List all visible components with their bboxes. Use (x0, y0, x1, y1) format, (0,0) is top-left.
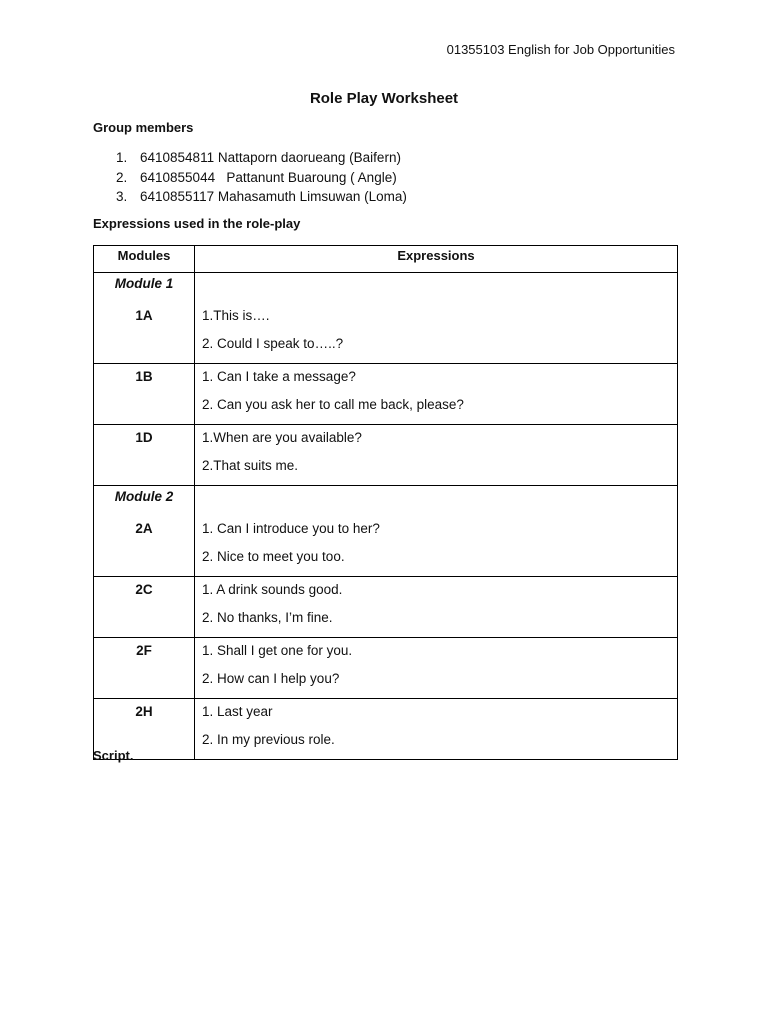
expressions-cell (195, 486, 678, 577)
expressions-cell (195, 273, 678, 364)
expression-item: 1. A drink sounds good. (202, 582, 343, 597)
table-row (94, 273, 678, 364)
member-text: 6410855117 Mahasamuth Limsuwan (Loma) (140, 189, 407, 204)
expression-item: 1.When are you available? (202, 430, 362, 445)
expression-item: 2. Can you ask her to call me back, please? (202, 397, 464, 412)
table-row (94, 364, 678, 425)
member-text: 6410855044 Pattanunt Buaroung ( Angle) (140, 169, 397, 185)
expression-item: 1. Can I introduce you to her? (202, 521, 380, 536)
table-row (94, 699, 678, 760)
module-cell (94, 577, 195, 638)
member-item (116, 168, 407, 188)
expression-item: 2. How can I help you? (202, 671, 340, 686)
table-row (94, 577, 678, 638)
module-code: 1B (135, 369, 153, 384)
table-row (94, 638, 678, 699)
group-members-list (116, 148, 407, 207)
expressions-column-header: Expressions (195, 246, 678, 273)
expressions-cell (195, 699, 678, 760)
expressions-cell (195, 425, 678, 486)
expression-item: 1.This is…. (202, 308, 270, 323)
module-cell (94, 486, 195, 577)
expression-item: 2. In my previous role. (202, 732, 335, 747)
member-item (116, 148, 407, 168)
module-code: 2C (135, 582, 153, 597)
expression-item: 2. No thanks, I’m fine. (202, 610, 333, 625)
expressions-cell (195, 364, 678, 425)
page-title: Role Play Worksheet (309, 90, 459, 107)
expressions-table (93, 245, 678, 760)
member-number: 3. (116, 189, 128, 204)
modules-column-header: Modules (94, 246, 195, 273)
module-code: 1A (135, 308, 153, 323)
expressions-cell (195, 638, 678, 699)
expression-item: 1. Shall I get one for you. (202, 643, 353, 658)
module-code: 1D (135, 430, 153, 445)
table-row (94, 425, 678, 486)
module-group-label: Module 2 (114, 489, 174, 504)
expression-item: 1. Last year (202, 704, 273, 719)
script-heading: Script. (93, 748, 134, 763)
table-header-row (94, 246, 678, 273)
module-group-label: Module 1 (114, 276, 174, 291)
module-code: 2A (135, 521, 153, 536)
module-code: 2F (136, 643, 152, 658)
member-number: 2. (116, 169, 128, 185)
module-cell (94, 273, 195, 364)
expression-item: 2.That suits me. (202, 458, 299, 473)
expression-item: 2. Nice to meet you too. (202, 549, 345, 564)
group-members-heading: Group members (93, 120, 194, 135)
expression-item: 1. Can I take a message? (202, 369, 356, 384)
expression-item: 2. Could I speak to…..? (202, 336, 344, 351)
member-number: 1. (116, 150, 128, 165)
member-item (116, 187, 407, 207)
member-text: 6410854811 Nattaporn daorueang (Baifern) (140, 150, 401, 165)
expressions-cell (195, 577, 678, 638)
module-cell (94, 364, 195, 425)
module-cell (94, 638, 195, 699)
module-code: 2H (135, 704, 153, 719)
table-row (94, 486, 678, 577)
module-cell (94, 425, 195, 486)
expressions-heading: Expressions used in the role-play (93, 216, 301, 231)
course-title: 01355103 English for Job Opportunities (446, 42, 675, 57)
